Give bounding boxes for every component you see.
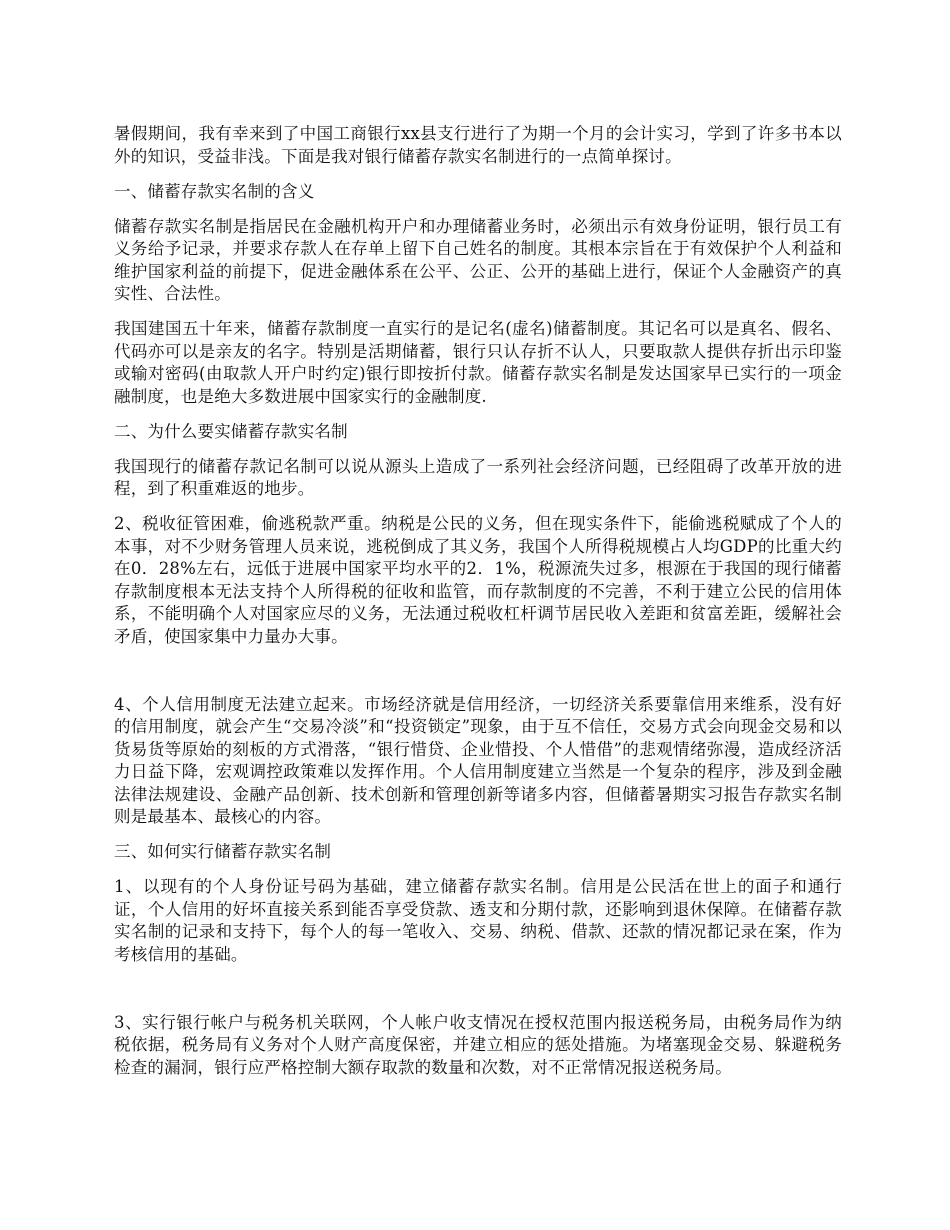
paragraph-credit-issue: 4、个人信用制度无法建立起来。市场经济就是信用经济，一切经济关系要靠信用来维系，没有好的信用制度，就会产生“交易冷淡”和“投资锁定”现象，由于互不信任，交易方式会向现金交易和以货易货等原始的刻板的方式滑落，“银行惜贷、企业惜投、个人惜借”的悲观情绪弥漫，造成经济活力日益下降，宏观调控政策难以发挥作用。个人信用制度建立当然是一个复杂的程序，涉及到金融法律法规建设、金融产品创新、技术创新和管理创新等诸多内容，但储蓄暑期实习报告存款实名制则是最基本、最核心的内容。 (114, 694, 842, 826)
paragraph-measure-1: 1、以现有的个人身份证号码为基础，建立储蓄存款实名制。信用是公民活在世上的面子和通行证，个人信用的好坏直接关系到能否享受贷款、透支和分期付款，还影响到退休保障。在储蓄存款实名制的记录和支持下，每个人的每一笔收入、交易、纳税、借款、还款的情况都记录在案，作为考核信用的基础。 (114, 877, 842, 964)
section-heading-2: 二、为什么要实储蓄存款实名制 (114, 421, 348, 441)
paragraph-measure-3: 3、实行银行帐户与税务机关联网，个人帐户收支情况在授权范围内报送税务局，由税务局作为纳税依据，税务局有义务对个人财产高度保密，并建立相应的惩处措施。为堵塞现金交易、躲避税务检查的漏洞，银行应严格控制大额存取款的数量和次数，对不正常情况报送税务局。 (114, 1012, 842, 1077)
paragraph-history: 我国建国五十年来，储蓄存款制度一直实行的是记名(虚名)储蓄制度。其记名可以是真名、假名、代码亦可以是亲友的名字。特别是活期储蓄，银行只认存折不认人，只要取款人提供存折出示印鉴或输对密码(由取款人开户时约定)银行即按折付款。储蓄存款实名制是发达国家早已实行的一项金融制度，也是绝大多数进展中国家实行的金融制度. (114, 319, 842, 406)
paragraph-definition: 储蓄存款实名制是指居民在金融机构开户和办理储蓄业务时，必须出示有效身份证明，银行员工有义务给予记录，并要求存款人在存单上留下自己姓名的制度。其根本宗旨在于有效保护个人利益和维护国家利益的前提下，促进金融体系在公平、公正、公开的基础上进行，保证个人金融资产的真实性、合法性。 (114, 216, 842, 303)
paragraph-problems: 我国现行的储蓄存款记名制可以说从源头上造成了一系列社会经济问题，已经阻碍了改革开放的进程，到了积重难返的地步。 (114, 456, 842, 498)
paragraph-tax-issue: 2、税收征管困难，偷逃税款严重。纳税是公民的义务，但在现实条件下，能偷逃税赋成了个人的本事，对不少财务管理人员来说，逃税倒成了其义务，我国个人所得税规模占人均GDP的比重大约在0．28%左右，远低于进展中国家平均水平的2．1%，税源流失过多，根源在于我国的现行储蓄存款制度根本无法支持个人所得税的征收和监管，而存款制度的不完善，不利于建立公民的信用体系，不能明确个人对国家应尽的义务，无法通过税收杠杆调节居民收入差距和贫富差距，缓解社会矛盾，使国家集中力量办大事。 (114, 514, 842, 646)
blank-gap (114, 979, 842, 1012)
section-heading-3: 三、如何实行储蓄存款实名制 (114, 842, 332, 861)
document-body (114, 123, 842, 1092)
blank-gap (114, 661, 842, 694)
section-heading-1: 一、储蓄存款实名制的含义 (114, 181, 315, 201)
paragraph-intro: 暑假期间，我有幸来到了中国工商银行xx县支行进行了为期一个月的会计实习，学到了许多书本以外的知识，受益非浅。下面是我对银行储蓄存款实名制进行的一点简单探讨。 (114, 124, 842, 166)
